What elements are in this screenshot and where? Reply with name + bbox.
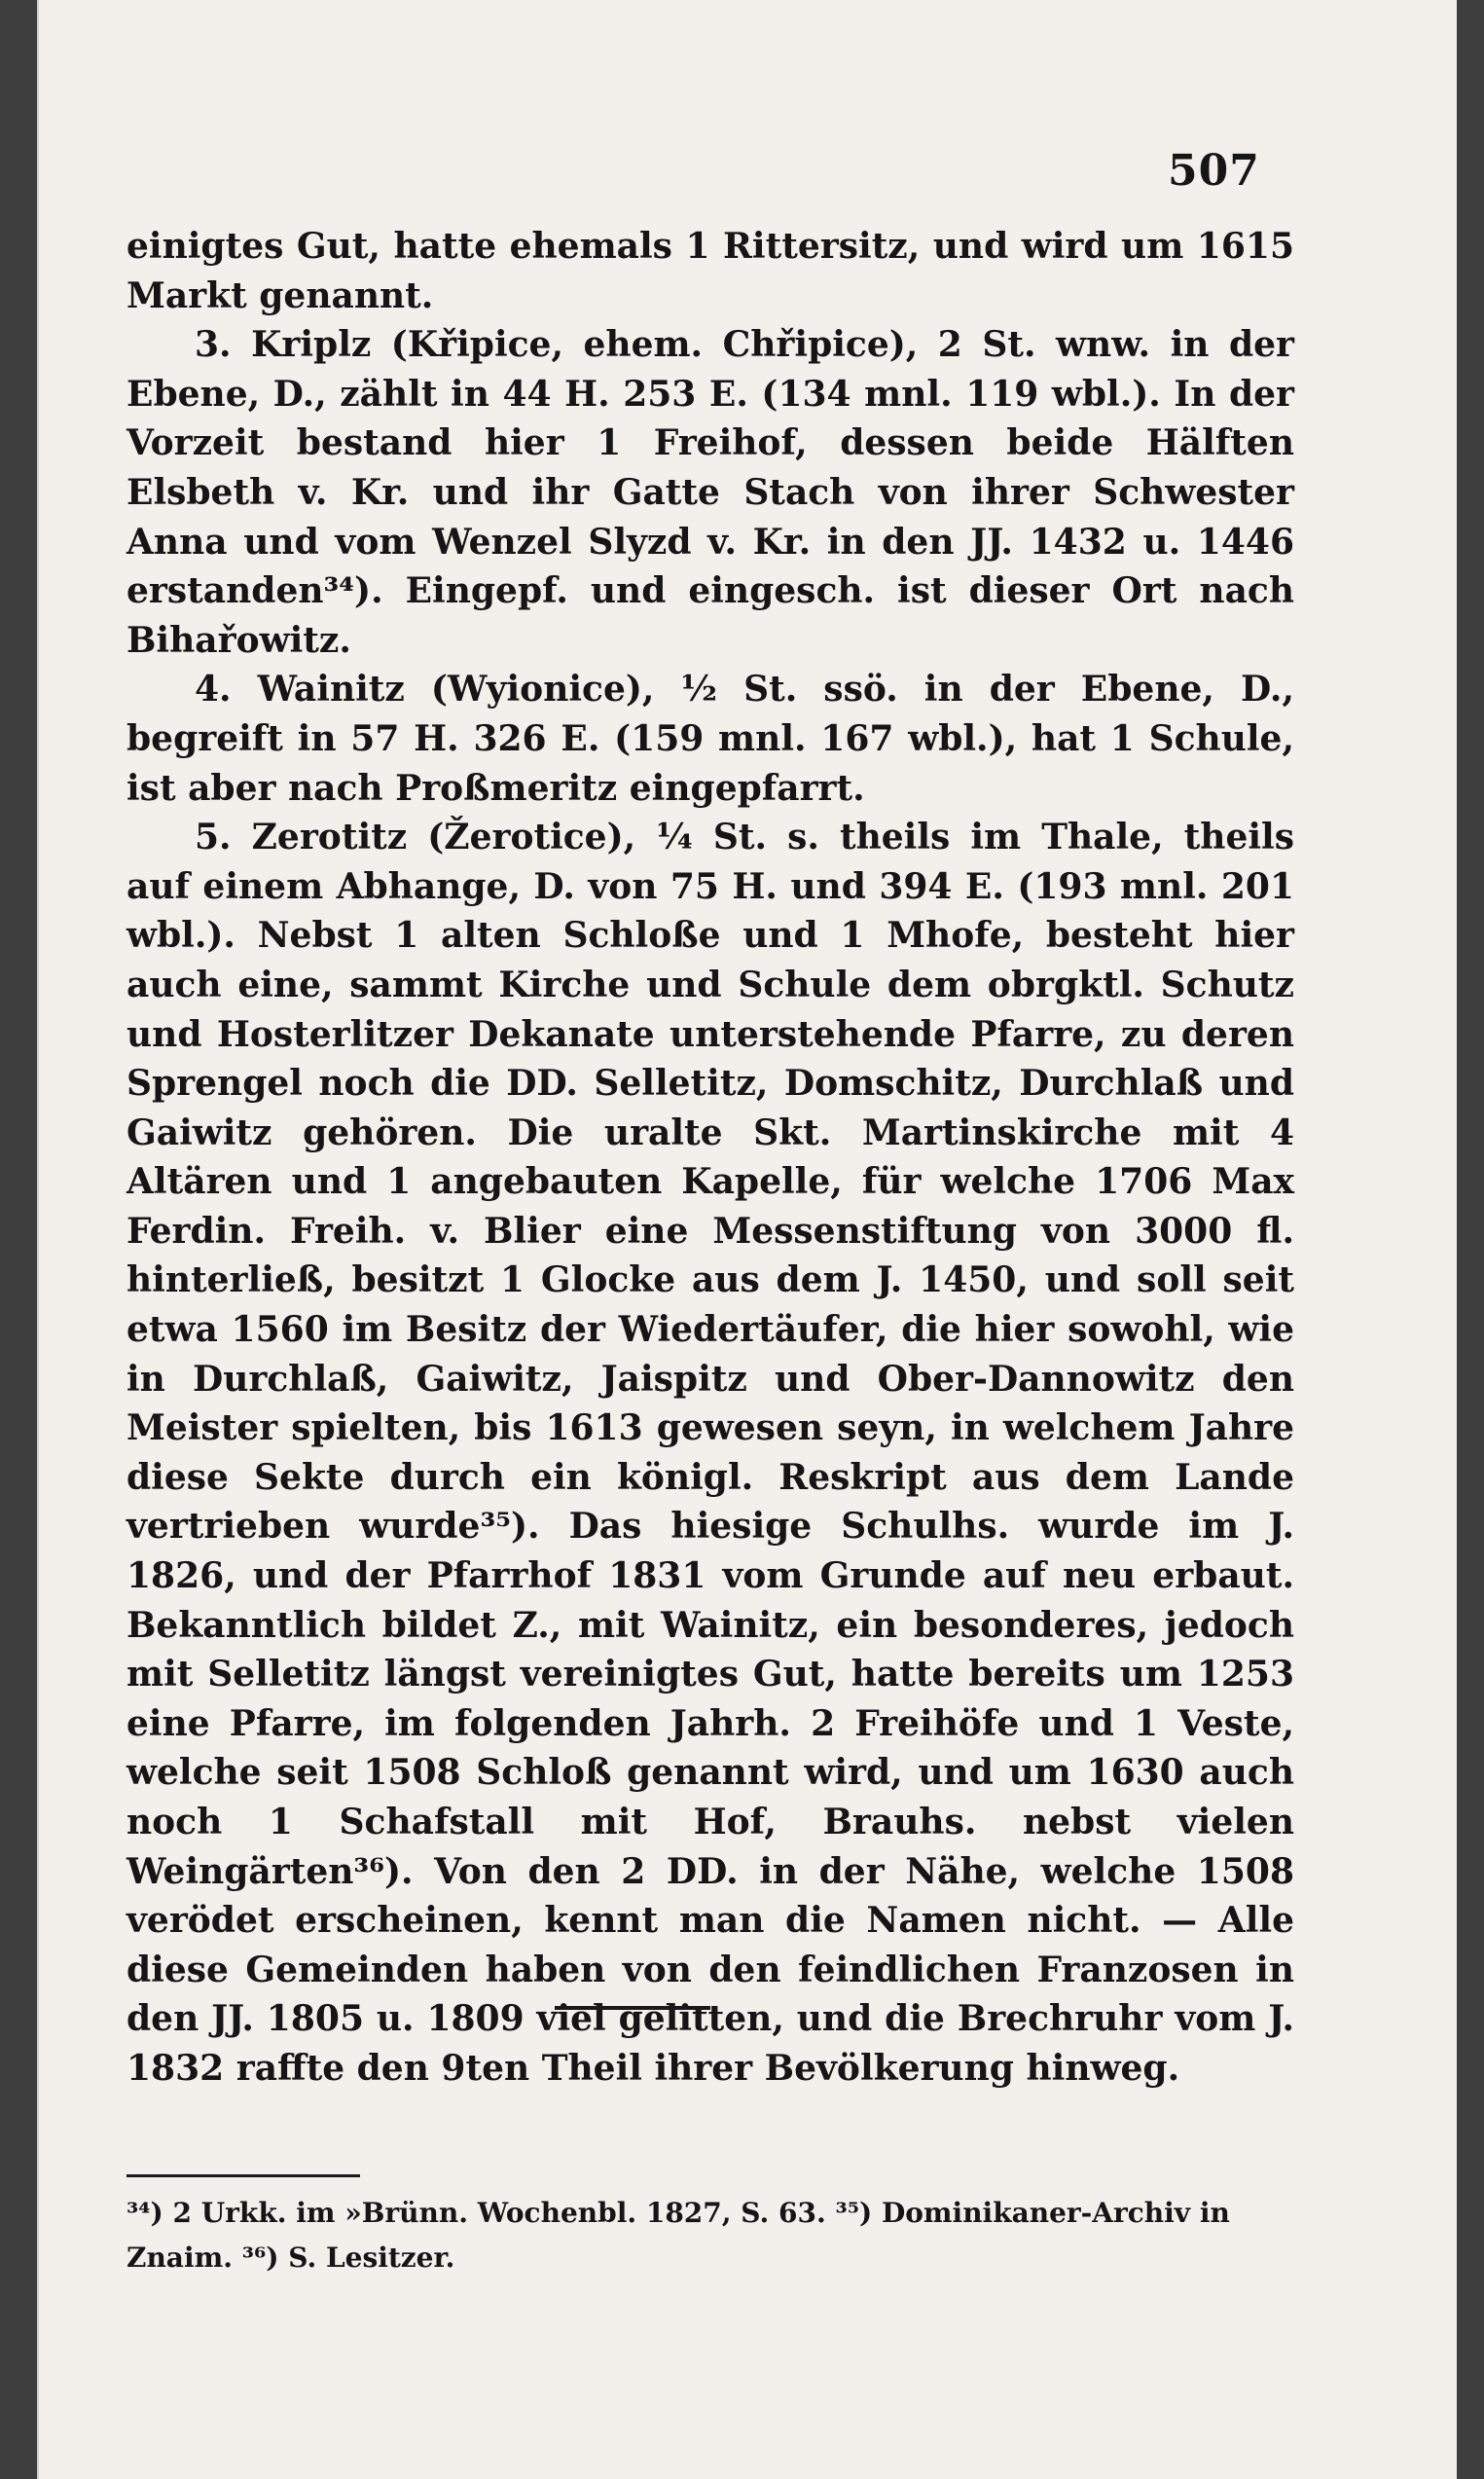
book-page xyxy=(37,0,1457,2479)
paragraph-continuation: einigtes Gut, hatte ehemals 1 Rittersitz, und wird um 1615 Markt genannt. xyxy=(127,226,1294,316)
footnote-rule xyxy=(127,2174,360,2177)
paragraph-kriplz: 3. Kriplz (Křipice, ehem. Chřipice), 2 St. wnw. in der Ebene, D., zählt in 44 H. 253 E. (134 mnl. 119 wbl.). In der Vorzeit bestand hier 1 Freihof, dessen beide Hälften Elsbeth v. Kr. und ihr Gatte Stach von ihrer Schwester Anna und vom Wenzel Slyzd v. Kr. in den JJ. 1432 u. 1446 erstanden³⁴). Eingepf. und eingesch. ist dieser Ort nach Bihařowitz. xyxy=(127,324,1294,661)
footnotes xyxy=(127,2174,1304,2280)
paragraph-zerotitz: 5. Zerotitz (Žerotice), ¼ St. s. theils im Thale, theils auf einem Abhange, D. von 75 H. und 394 E. (193 mnl. 201 wbl.). Nebst 1 alten Schloße und 1 Mhofe, besteht hier auch eine, sammt Kirche und Schule dem obrgktl. Schutz und Hosterlitzer Dekanate unterstehende Pfarre, zu deren Sprengel noch die DD. Selletitz, Domschitz, Durchlaß und Gaiwitz gehören. Die uralte Skt. Martinskirche mit 4 Altären und 1 angebauten Kapelle, für welche 1706 Max Ferdin. Freih. v. Blier eine Messenstiftung von 3000 fl. hinterließ, besitzt 1 Glocke aus dem J. 1450, und soll seit etwa 1560 im Besitz der Wiedertäufer, die hier sowohl, wie in Durchlaß, Gaiwitz, Jaispitz und Ober-Dannowitz den Meister spielten, bis 1613 gewesen seyn, in welchem Jahre diese Sekte durch ein königl. Reskript aus dem Lande vertrieben wurde³⁵). Das hiesige Schulhs. wurde im J. 1826, und der Pfarrhof 1831 vom Grunde auf neu erbaut. Bekanntlich bildet Z., mit Wainitz, ein besonderes, jedoch mit Selletitz längst vereinigtes Gut, hatte bereits um 1253 eine Pfarre, im folgenden Jahrh. 2 Freihöfe und 1 Veste, welche seit 1508 Schloß genannt wird, und um 1630 auch noch 1 Schafstall mit Hof, Brauhs. nebst vielen Weingärten³⁶). Von den 2 DD. in der Nähe, welche 1508 verödet erscheinen, kennt man die Namen nicht. — Alle diese Gemeinden haben von den feindlichen Franzosen in den JJ. 1805 u. 1809 viel gelitten, und die Brechruhr vom J. 1832 raffte den 9ten Theil ihrer Bevölkerung hinweg. xyxy=(127,817,1294,2089)
section-separator xyxy=(555,2006,710,2010)
footnote-text: ³⁴) 2 Urkk. im »Brünn. Wochenbl. 1827, S. 63. ³⁵) Dominikaner-Archiv in Znaim. ³⁶) S. Lesitzer. xyxy=(127,2197,1230,2274)
body-text xyxy=(127,222,1294,2094)
paragraph-wainitz: 4. Wainitz (Wyionice), ½ St. ssö. in der Ebene, D., begreift in 57 H. 326 E. (159 mnl. 167 wbl.), hat 1 Schule, ist aber nach Proßmeritz eingepfarrt. xyxy=(127,669,1294,809)
page-number: 507 xyxy=(1168,146,1260,196)
